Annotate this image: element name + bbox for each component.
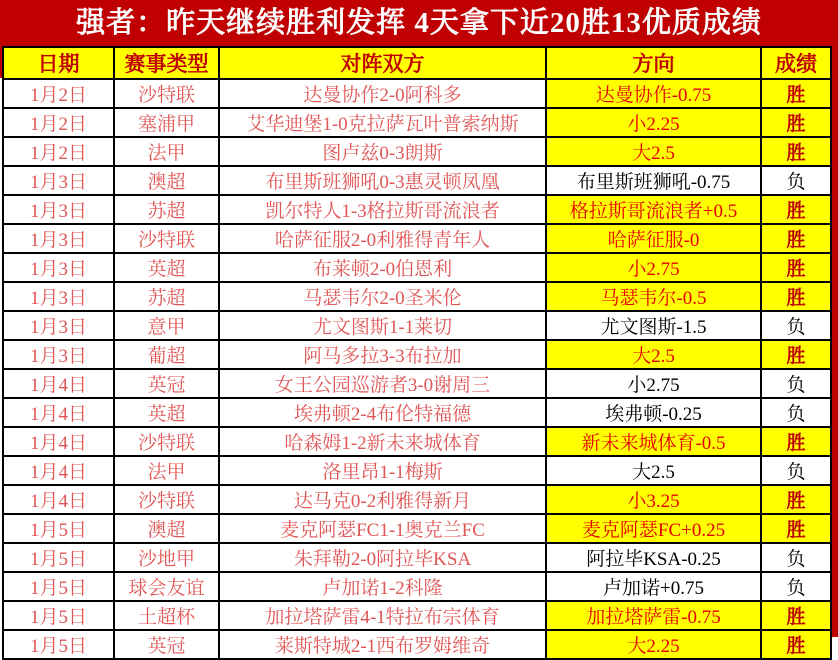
table-row: [3, 340, 831, 369]
result-cell: 负: [761, 398, 831, 427]
direction-cell: 大2.5: [546, 340, 761, 369]
direction-cell: 格拉斯哥流浪者+0.5: [546, 195, 761, 224]
result-cell: 负: [761, 543, 831, 572]
league-cell: 沙特联: [114, 485, 219, 514]
result-cell: 负: [761, 369, 831, 398]
date-cell: 1月3日: [3, 253, 114, 282]
match-cell: 哈萨征服2-0利雅得青年人: [219, 224, 546, 253]
table-row: [3, 369, 831, 398]
date-cell: 1月5日: [3, 572, 114, 601]
league-cell: 土超杯: [114, 601, 219, 630]
direction-cell: 布里斯班狮吼-0.75: [546, 166, 761, 195]
date-cell: 1月4日: [3, 427, 114, 456]
date-cell: 1月3日: [3, 311, 114, 340]
date-cell: 1月3日: [3, 224, 114, 253]
league-cell: 苏超: [114, 195, 219, 224]
direction-cell: 麦克阿瑟FC+0.25: [546, 514, 761, 543]
direction-cell: 大2.25: [546, 630, 761, 659]
table-row: [3, 630, 831, 659]
match-cell: 哈森姆1-2新未来城体育: [219, 427, 546, 456]
direction-cell: 小2.75: [546, 369, 761, 398]
direction-cell: 马瑟韦尔-0.5: [546, 282, 761, 311]
league-cell: 苏超: [114, 282, 219, 311]
result-cell: 胜: [761, 485, 831, 514]
direction-cell: 达曼协作-0.75: [546, 79, 761, 108]
page-title: 强者：昨天继续胜利发挥 4天拿下近20胜13优质成绩: [0, 0, 838, 46]
league-cell: 沙特联: [114, 427, 219, 456]
table-row: [3, 485, 831, 514]
league-cell: 英超: [114, 398, 219, 427]
match-cell: 莱斯特城2-1西布罗姆维奇: [219, 630, 546, 659]
result-cell: 胜: [761, 195, 831, 224]
direction-cell: 卢加诺+0.75: [546, 572, 761, 601]
league-cell: 澳超: [114, 166, 219, 195]
header-result: 成绩: [761, 47, 831, 79]
table-row: [3, 543, 831, 572]
match-cell: 马瑟韦尔2-0圣米伦: [219, 282, 546, 311]
result-cell: 负: [761, 456, 831, 485]
result-cell: 胜: [761, 253, 831, 282]
direction-cell: 哈萨征服-0: [546, 224, 761, 253]
direction-cell: 尤文图斯-1.5: [546, 311, 761, 340]
table-row: [3, 311, 831, 340]
match-cell: 阿马多拉3-3布拉加: [219, 340, 546, 369]
league-cell: 英冠: [114, 630, 219, 659]
direction-cell: 埃弗顿-0.25: [546, 398, 761, 427]
direction-cell: 小2.75: [546, 253, 761, 282]
date-cell: 1月2日: [3, 108, 114, 137]
date-cell: 1月2日: [3, 137, 114, 166]
direction-cell: 小3.25: [546, 485, 761, 514]
direction-cell: 阿拉毕KSA-0.25: [546, 543, 761, 572]
header-match: 对阵双方: [219, 47, 546, 79]
header-date: 日期: [3, 47, 114, 79]
results-body: [3, 79, 831, 659]
table-row: [3, 427, 831, 456]
result-cell: 胜: [761, 224, 831, 253]
result-cell: 负: [761, 166, 831, 195]
league-cell: 法甲: [114, 137, 219, 166]
result-cell: 胜: [761, 79, 831, 108]
result-cell: 胜: [761, 514, 831, 543]
table-row: [3, 456, 831, 485]
results-table: [2, 46, 832, 660]
date-cell: 1月3日: [3, 340, 114, 369]
match-cell: 洛里昂1-1梅斯: [219, 456, 546, 485]
match-cell: 麦克阿瑟FC1-1奥克兰FC: [219, 514, 546, 543]
match-cell: 达曼协作2-0阿科多: [219, 79, 546, 108]
table-row: [3, 195, 831, 224]
date-cell: 1月4日: [3, 369, 114, 398]
table-row: [3, 282, 831, 311]
match-cell: 卢加诺1-2科隆: [219, 572, 546, 601]
date-cell: 1月3日: [3, 195, 114, 224]
date-cell: 1月2日: [3, 79, 114, 108]
result-cell: 负: [761, 572, 831, 601]
table-row: [3, 514, 831, 543]
result-cell: 胜: [761, 108, 831, 137]
match-cell: 凯尔特人1-3格拉斯哥流浪者: [219, 195, 546, 224]
date-cell: 1月5日: [3, 543, 114, 572]
direction-cell: 大2.5: [546, 137, 761, 166]
date-cell: 1月4日: [3, 398, 114, 427]
match-cell: 艾华迪堡1-0克拉萨瓦叶普索纳斯: [219, 108, 546, 137]
match-cell: 图卢兹0-3朗斯: [219, 137, 546, 166]
match-cell: 尤文图斯1-1莱切: [219, 311, 546, 340]
header-row: [3, 47, 831, 79]
result-cell: 胜: [761, 137, 831, 166]
result-cell: 胜: [761, 340, 831, 369]
table-row: [3, 166, 831, 195]
table-row: [3, 79, 831, 108]
match-cell: 埃弗顿2-4布伦特福德: [219, 398, 546, 427]
match-cell: 朱拜勒2-0阿拉毕KSA: [219, 543, 546, 572]
match-cell: 达马克0-2利雅得新月: [219, 485, 546, 514]
league-cell: 葡超: [114, 340, 219, 369]
direction-cell: 加拉塔萨雷-0.75: [546, 601, 761, 630]
league-cell: 法甲: [114, 456, 219, 485]
result-cell: 胜: [761, 630, 831, 659]
direction-cell: 小2.25: [546, 108, 761, 137]
date-cell: 1月4日: [3, 485, 114, 514]
table-row: [3, 601, 831, 630]
match-cell: 布里斯班狮吼0-3惠灵顿凤凰: [219, 166, 546, 195]
result-cell: 胜: [761, 601, 831, 630]
table-row: [3, 224, 831, 253]
league-cell: 塞浦甲: [114, 108, 219, 137]
date-cell: 1月3日: [3, 166, 114, 195]
header-direction: 方向: [546, 47, 761, 79]
match-cell: 加拉塔萨雷4-1特拉布宗体育: [219, 601, 546, 630]
league-cell: 沙特联: [114, 79, 219, 108]
match-cell: 女王公园巡游者3-0谢周三: [219, 369, 546, 398]
table-row: [3, 108, 831, 137]
table-row: [3, 253, 831, 282]
match-cell: 布莱顿2-0伯恩利: [219, 253, 546, 282]
league-cell: 英冠: [114, 369, 219, 398]
table-row: [3, 398, 831, 427]
date-cell: 1月5日: [3, 630, 114, 659]
date-cell: 1月5日: [3, 514, 114, 543]
result-cell: 胜: [761, 282, 831, 311]
league-cell: 沙特联: [114, 224, 219, 253]
result-cell: 胜: [761, 427, 831, 456]
league-cell: 澳超: [114, 514, 219, 543]
table-row: [3, 137, 831, 166]
league-cell: 球会友谊: [114, 572, 219, 601]
direction-cell: 大2.5: [546, 456, 761, 485]
league-cell: 沙地甲: [114, 543, 219, 572]
result-cell: 负: [761, 311, 831, 340]
date-cell: 1月3日: [3, 282, 114, 311]
date-cell: 1月5日: [3, 601, 114, 630]
table-row: [3, 572, 831, 601]
header-league: 赛事类型: [114, 47, 219, 79]
date-cell: 1月4日: [3, 456, 114, 485]
direction-cell: 新未来城体育-0.5: [546, 427, 761, 456]
league-cell: 英超: [114, 253, 219, 282]
league-cell: 意甲: [114, 311, 219, 340]
